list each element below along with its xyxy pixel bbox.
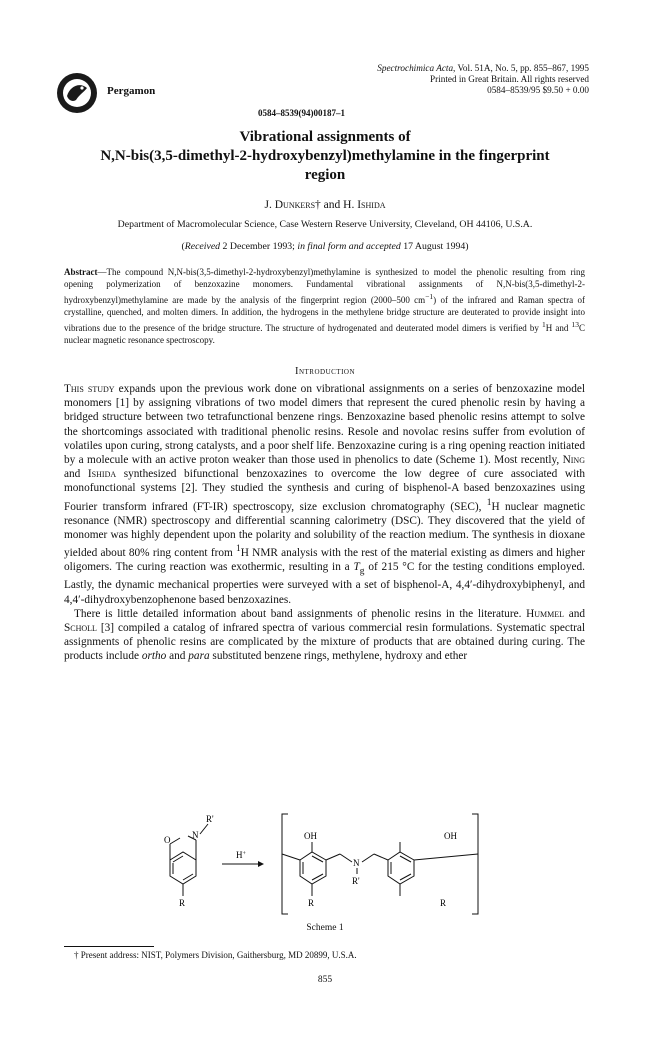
monomer-r-prime-label: R' [206, 814, 214, 824]
affiliation: Department of Macromolecular Science, Case Western Reserve University, Cleveland, OH 44106, U.S.A. [117, 219, 533, 230]
polymer-r-right-label: R [440, 898, 447, 908]
author-1-initial: J. [264, 199, 275, 211]
title-line-2: N,N-bis(3,5-dimethyl-2-hydroxybenzyl)methylamine in the fingerprint [100, 148, 550, 164]
section-heading-introduction: Introduction [294, 366, 356, 377]
article-doi: 0584–8539(94)00187–1 [258, 108, 345, 118]
authors [60, 199, 590, 211]
publisher-name: Pergamon [107, 85, 156, 97]
paragraph-1: This study expands upon the previous work done on vibrational assignments on a series of benzoxazine model monomers [1] by assigning vibrations of two model dimers that represent the cured phenolic resin by having a bridged structure between two tetrafunctional benzene rings. Benzoxazine based phenolic resins attempt to solve the shortcomings associated with traditional phenolic resins. Resole and novolac resins suffer from evolution of volatiles upon curing, strong catalysts, and a poor shelf life. Benzoxazine curing is a ring opening reaction initiated by a molecule with an active proton weaker than those used in phenolics to date (Scheme 1). Most recently, Ning and Ishida synthesized bifunctional benzoxazines to overcome the low degree of cure associated with monofunctional systems [2]. They studied the synthesis and curing of bisphenol-A based benzoxazines using Fourier transform infrared (FT-IR) spectroscopy, size exclusion chromatography (SEC), $^1$H nuclear magnetic resonance (NMR) spectroscopy and differential scanning calorimetry (DSC). They discovered that the yield of monomer was highly dependent upon the polarity and solubility of the reaction medium. The synthesis in dioxane yielded about 80% ring content from $^1$H NMR analysis with the rest of the material existing as dimers and higher oligomers. The curing reaction was exothermic, resulting in a $T_g$ of 215 °C for the testing conditions employed. Lastly, the dynamic mechanical properties were surveyed with a set of bisphenol-A, 4,4′-dihydroxybiphenyl, and 4,4′-dihydroxybenzophenone based benzoxazines. [64, 383, 586, 606]
paragraph-2: There is little detailed information about band assignments of phenolic resins in the literature. Hummel and Scholl [3] compiled a catalog of infrared spectra of various commercial resin formulations. Systematic spectral assignments of phenolic resins are complicated by the mixture of products that are obtained during curing. The products include ortho and para substituted benzene rings, methylene, hydroxy and ether [64, 607, 586, 663]
accepted-label: in final form and accepted [297, 241, 401, 252]
author-1-surname: Dunkers [274, 199, 316, 211]
polymer-r-prime-label: R' [352, 876, 360, 886]
accepted-date: 17 August 1994) [400, 241, 469, 252]
reaction-arrow-head [258, 861, 264, 867]
monomer-o-label: O [164, 835, 171, 845]
received-label: Received [184, 241, 221, 252]
benzoxazine-monomer [170, 824, 208, 896]
polymer-r-left-label: R [308, 898, 315, 908]
scheme-1-diagram [150, 810, 510, 922]
footnote: † Present address: NIST, Polymers Division, Gaithersburg, MD 20899, U.S.A. [74, 950, 357, 960]
abstract: Abstract—The compound N,N-bis(3,5-dimethyl-2-hydroxybenzyl)methylamine is synthesized to model the phenolic resulting from ring opening polymerization of benzoxazine monomers. Fundamental vibrational assignments of N,N-bis(3,5-dimethyl-2-hydroxybenzyl)methylamine are made by the analysis of the fingerprint region (2000–500 $cm^{-1}$) of the infrared and Raman spectra of crystalline, quenched, and molten dimers. In addition, the hydrogens in the methylene bridge structure are deuterated to provide insight into vibrations due to the presence of the bridge structure. The structure of hydrogenated and deuterated model dimers is verified by $^1$H and $^{13}$C nuclear magnetic resonance spectroscopy. [64, 267, 585, 346]
page-header [0, 0, 653, 120]
received-dates: (Received 2 December 1993; in final form and accepted 17 August 1994) [181, 241, 469, 252]
author-2-initial: H. [343, 199, 358, 211]
monomer-r-label: R [179, 898, 186, 908]
authors-and: and [320, 199, 344, 211]
printed-line: Printed in Great Britain. All rights reserved [430, 74, 589, 84]
abstract-label: Abstract [64, 267, 98, 277]
footnote-divider [64, 946, 154, 947]
journal-volume: , Vol. 51A, No. 5, pp. 855–867, 1995 [453, 63, 589, 73]
journal-name: Spectrochimica Acta [377, 63, 454, 73]
monomer-n-label: N [192, 830, 199, 840]
h-plus-label: H+ [236, 850, 246, 860]
journal-info [377, 63, 589, 96]
title-line-1: Vibrational assignments of [239, 129, 411, 145]
author-1-mark: † [315, 199, 321, 211]
scheme-caption: Scheme 1 [306, 923, 344, 933]
polymer-oh-left-label: OH [304, 831, 317, 841]
price-line: 0584–8539/95 $9.50 + 0.00 [487, 85, 589, 95]
pergamon-logo-icon [56, 72, 98, 114]
received-date: 2 December 1993; [220, 241, 298, 252]
polymer-oh-right-label: OH [444, 831, 457, 841]
polymer-n-label: N [353, 858, 360, 868]
page-number: 855 [317, 975, 333, 985]
body-text [64, 382, 585, 664]
article-title [60, 128, 590, 185]
title-line-3: region [304, 167, 346, 183]
author-2-surname: Ishida [357, 199, 386, 211]
